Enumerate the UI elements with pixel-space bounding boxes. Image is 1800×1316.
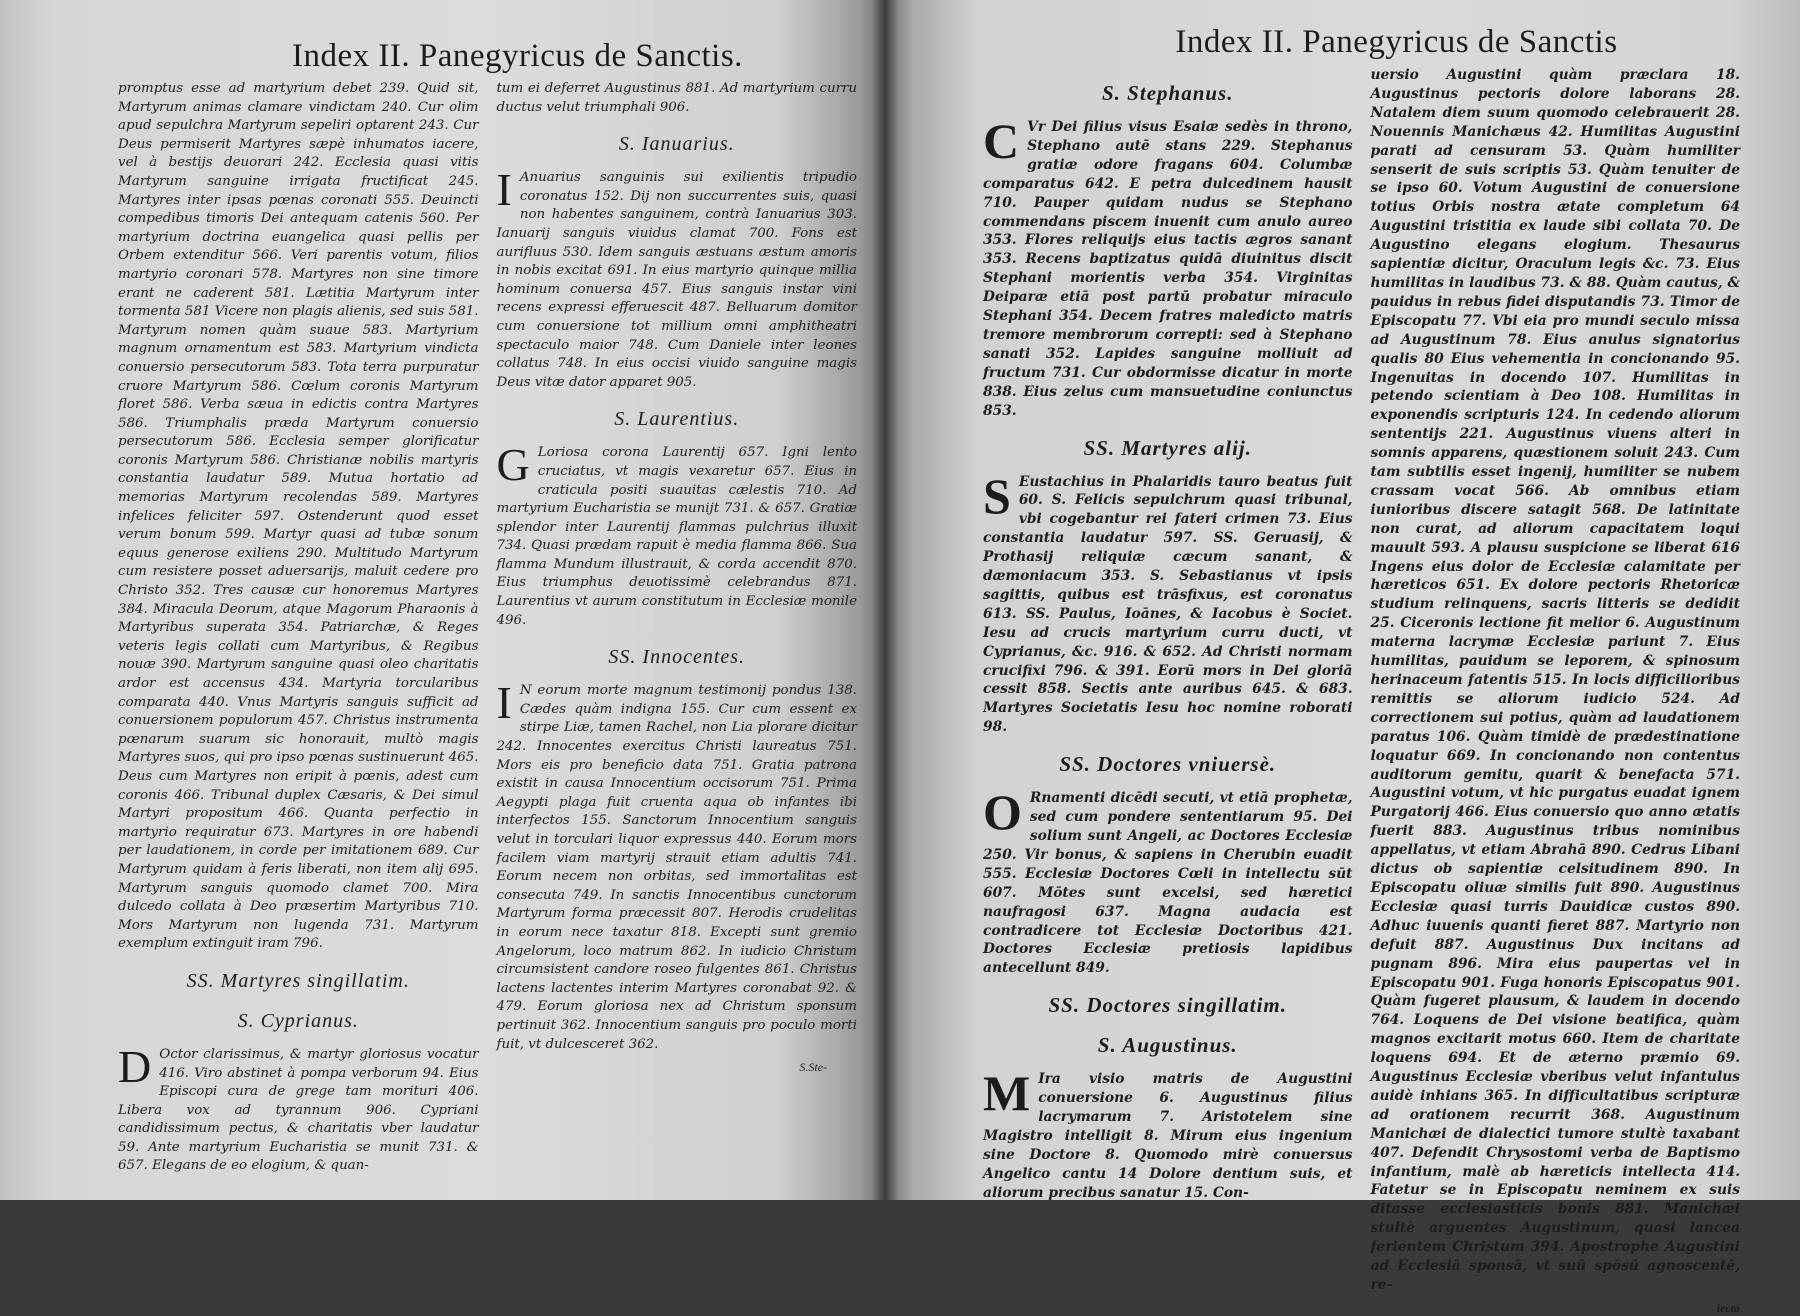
running-head-left: Index II. Panegyricus de Sanctis.	[292, 38, 743, 74]
right-column-1	[983, 66, 1353, 1203]
section-heading-laurentius: S. Laurentius.	[614, 408, 740, 431]
augustinus-entry	[983, 1065, 1353, 1202]
section-heading-doctores-vniuerse: SS. Doctores vniuersè.	[1059, 752, 1277, 777]
augustinus-text: Ira visio matris de Augustini conuersione 6. Augustinus filius lacrymarum 7. Aristotelem sine Magistro intelligit 8. Mirum eius ingenium sine Doctore 8. Quomodo mirè conuersus Angelico cantu 14 Dolore dentium suis, et aliorum precibus sanatur 15. Con-	[983, 1071, 1353, 1201]
section-heading-martyres-alij: SS. Martyres alij.	[1083, 435, 1253, 460]
cyprianus-continuation: tum ei deferret Augustinus 881. Ad martyrium curru ductus velut triumphali 906.	[496, 81, 857, 115]
drop-cap: I	[496, 164, 512, 216]
doctores-text: Rnamenti dicēdi secuti, vt etiā prophetæ, sed cum pondere sententiarum 95. Dei solium sunt Angeli, ac Doctores Ecclesiæ 250. Vir bonus, & sapiens in Cherubin euadit 555. Ecclesiæ Doctores Cœli in intellectu sūt 607. Mōtes sunt excelsi, sed hæretici naufragosi 637. Magna audacia est contradicere tot Ecclesiæ Doctoribus 421. Doctores Ecclesiæ pretiosis lapidibus antecellunt 849.	[983, 790, 1353, 977]
doctores-entry	[983, 784, 1353, 978]
drop-cap: M	[983, 1065, 1031, 1122]
drop-cap: C	[983, 113, 1020, 169]
martyres-alij-entry	[983, 467, 1353, 738]
section-heading-innocentes: SS. Innocentes.	[608, 646, 746, 669]
left-column-1	[118, 80, 479, 1176]
ianuarius-entry	[496, 164, 858, 392]
section-heading-doctores-singillatim: SS. Doctores singillatim.	[1048, 993, 1288, 1018]
innocentes-entry	[496, 677, 858, 1054]
drop-cap: G	[496, 439, 530, 491]
stephanus-text: Vr Dei filius visus Esaiæ sedès in throno, Stephano autē stans 229. Stephanus gratiæ odore fragans 604. Columbæ comparatus 642. E petra dulcedinem hausit 710. Pauper quidam nudus se Stephano commendans piscem inuenit cum anulo aureo 353. Flores reliquijs eius tactis ægros sanant 353. Recens baptizatus quidā diuinitus discit Stephani morientis verba 354. Virginitas Deiparæ etiā post partū probatur miraculo Stephani 354. Decem fratres maledicto matris tremore membrorum correpti: sed à Stephano sanati 352. Lapides sanguine molliuit ad fructum 731. Cur obdormisse dicatur in morte 838. Eius zelus cum mansuetudine coniunctus 853.	[983, 119, 1353, 419]
right-column-2	[1371, 66, 1741, 1316]
catchword-left: S.Ste-	[799, 1060, 827, 1075]
right-page-columns	[983, 66, 1740, 1316]
laurentius-text: Loriosa corona Laurentij 657. Igni lento cruciatus, vt magis vexaretur 657. Eius in craticula positi suauitas cælestis 710. Ad martyrium Eucharistia se munijt 731. & 657. Gratiæ splendor inter Laurentij flammas pulchrius illuxit 734. Quasi prædam rapuit è media flamma 866. Sua flamma Mundum illustrauit, & corda accendit 870. Eius triumphus deuotissimè celebrandus 871. Laurentius vt aurum constitutum in Ecclesiæ monile 496.	[496, 445, 857, 628]
martyres-alij-text: Eustachius in Phalaridis tauro beatus fuit 60. S. Felicis sepulchrum quasi tribunal, vbi cogebantur rei fateri crimen 73. Eius constantia laudatur 597. SS. Geruasij, & Prothasij reliquiæ cæcum sanant, & dæmoniacum 353. S. Sebastianus vt ipsis sagittis, quibus est trāsfixus, est coronatus 613. SS. Paulus, Ioānes, & Iacobus è Societ. Iesu ad crucis martyrium curru ducti, vt Cyprianus, &c. 916. & 652. Ad Christi normam crucifixi 796. & 391. Eorū mors in Dei gloriā cessit 858. Sectis ante auribus 645. & 683. Martyres Societatis Iesu hoc nomine roborati 98.	[983, 473, 1353, 736]
ianuarius-text: Anuarius sanguinis sui exilientis tripudio coronatus 152. Dij non succurrentes suis, quasi non habentes sanguinem, contrà Ianuarius 303. Ianuarij sanguis viuidus clamat 700. Fons est aurifluus 530. Idem sanguis æstuans æstum amoris in nobis excitat 691. In eius martyrio quinque millia hominum conuersa 457. Eius sanguis instar vini recens expressi efferuescit 487. Belluarum domitor cum conuersione tot millium omni amphitheatri spectaculo maior 748. Cum Daniele inter leones collatus 748. In eius occisi viuido sanguine magis Deus vitæ dator apparet 905.	[496, 170, 857, 390]
right-page	[885, 0, 1800, 1315]
drop-cap: S	[983, 467, 1011, 524]
cyprianus-entry	[118, 1040, 479, 1176]
left-page-columns	[118, 80, 857, 1176]
left-column-2	[497, 80, 858, 1075]
drop-cap: I	[496, 677, 512, 729]
section-heading-cyprianus: S. Cyprianus.	[237, 1009, 359, 1032]
section-heading-stephanus: S. Stephanus.	[1102, 81, 1234, 105]
section-heading-augustinus: S. Augustinus.	[1097, 1033, 1238, 1058]
section-heading-martyres-singillatim: SS. Martyres singillatim.	[186, 969, 410, 992]
augustinus-continuation: uersio Augustini quàm præclara 18. Augustinus pectoris dolore laborans 28. Natalem diem suum quomodo celebrauerit 28. Nouennis Manichæus 42. Humilitas Augustini parati ad censuram 53. Quàm humiliter senserit de suis scriptis 53. Quàm tenuiter de se ipso 60. Votum Augustini de conuersione totius Orbis nostra ætate completum 64 Augustini tristitia ex laude sibi collata 70. De Augustino elegans elogium. Thesaurus sapientiæ dicitur, Oraculum legis &c. 73. Eius humilitas in laudibus 73. & 88. Quàm cautus, & pauidus in rebus fidei disputandis 73. Timor de Episcopatu 77. Vbi eia pro mundi seculo missa ad Augustinum 78. Eius anulus signatorius qualis 80 Eius vehementia in concionando 95. Ingenuitas in docendo 107. Humilitas in petendo scientiam à Deo 108. Humilitas in exponendis scripturis 124. In cedendo aliorum sententijs 221. Augustinus viuens alteri in somnis apparens, quæstionem soluit 243. Cum tam subtilis esset ingenij, humiliter se nubem crassam vocat 566. Ab omnibus etiam iunioribus discere satagit 568. De latinitate non curat, ad aliorum capacitatem loqui mauult 593. A plausu suspicione se liberat 616 Ingens eius dolor de Ecclesiæ calamitate per hæreticos 651. Ex dolore pectoris Rhetoricæ studium relinquens, sacris litteris se dedidit 25. Ciceronis lectione fit melior 6. Augustinum materna lacrymæ Ecclesiæ pariunt 7. Eius humilitas, pauidum se leporem, & spinosum herinaceum fatentis 515. In locis difficilioribus remittis se aliorum iudicio 524. Ad correctionem sui potius, quàm ad laudationem paratus 106. Quàm timidè de prædestinatione loquatur 669. In concionando non contentus auditorum gemitu, quarit & benefacta 571. Augustini votum, vt hic purgatus euadat ignem Purgatorij 466. Eius conuersio quo anno ætatis fuerit 883. Augustinus tribus nominibus appellatus, vt etiam Abrahā 890. Cedrus Libani dictus ob sapientiæ celsitudinem 890. In Episcopatu oliuæ similis fuit 890. Augustinus Ecclesiæ quasi turris Dauidicæ custos 890. Adhuc iuuenis quanti fieret 887. Martyrio non defuit 887. Augustinus Dux incitans ad pugnam 896. Mira eius paupertas vel in Episcopatu 901. Fuga honoris Episcopatus 901. Quàm fugeret plausum, & laudem in docendo 764. Loquens de Dei visione beatifica, quàm magnos excitarit motus 660. Item de charitate loquens 694. Et de æterno præmio 69. Augustinus Ecclesiæ vberibus velut infantulus auidè inhians 365. In difficultatibus scripturæ ad orationem recurrit 368. Augustinum Manichæi de dialectici tumore stultè taxabant 407. Defendit Chrysostomi verba de Baptismo infantium, malè ab hæreticis intellecta 414. Fatetur se in Episcopatu neminem ex suis ditasse ecclesiasticis bonis 881. Manichæi stultè arguentes Augustinum, quasi lancea ferientem Christum 394. Apostrophe Augustini ad Ecclesiā sponsā, vt suū spōsū agnoscentē, re-	[1370, 67, 1740, 1293]
running-head-right: Index II. Panegyricus de Sanctis	[1175, 24, 1618, 60]
martyres-general-entries: promptus esse ad martyrium debet 239. Quid sit, Martyrum animas clamare vindictam 240. Cur olim apud sepulchra Martyrum sepeliri optarent 243. Cur Deus permiserit Martyres sæpè inhumatos iacere, vel à bestijs deuorari 242. Ecclesia quasi vitis Martyrum sanguine irrigata fructificat 245. Martyres inter ipsas pœnas coronati 555. Deuincti compedibus timoris Dei antequam catenis 560. Per martyrium doctrina euangelica quasi pellis per Orbem extenditur 566. Veri parentis votum, filios martyrio coronari 578. Martyres non sine timore erant ne caderent 581. Lætitia Martyrum inter tormenta 581 Vicere non plagis alienis, sed suis 581. Martyrum nomen quàm suaue 583. Martyrium magnum ornamentum est 583. Martyrium vindicta conuersio persecutorum 583. Tota terra purpuratur cruore Martyrum 586. Cœlum coronis Martyrum floret 586. Verba sæua in edictis contra Martyres 586. Triumphalis præda Martyrum conuersio persecutorum 586. Ecclesia semper glorificatur coronis Martyrum 586. Christianæ nobilis martyris constantia laudatur 589. Mutua hortatio ad memorias Martyrum recolendas 589. Martyres infelices feliciter 597. Ostenderunt quod esset verum bonum 599. Martyr quasi ad tubæ sonum equus generose exiliens 290. Multitudo Martyrum cum resistere posset aduersarijs, maluit cedere pro Christo 352. Tres causæ cur honoremus Martyres 384. Miracula Deorum, atque Magorum Pharaonis à Martyribus superata 354. Patriarchæ, & Reges veteris legis collati cum Martyribus, & Regibus nouæ 390. Martyrum sanguine quasi oleo charitatis ardor est accensus 434. Martyria torcularibus comparata 440. Vnus Martyris sanguis sufficit ad conuersionem populorum 457. Christus instrumenta pœnarum suarum sic honorauit, multò magis Martyres suos, qui pro ipso pœnas sustinuerunt 465. Deus cum Martyres non eripit à pœnis, adest cum coronis 466. Tribunal duplex Cæsaris, & Dei simul Martyri propositum 466. Quanta perfectio in martyrio requiratur 673. Martyres in ore habendi per laudationem, in corde per imitationem 689. Cur Martyrum quidam à feris liberati, non item alij 695. Martyrum sanguis quomodo clamet 700. Mira dulcedo collata à Deo præsertim Martyribus 710. Mors Martyrum non lugenda 731. Martyrum exemplum extinguit iram 796.	[118, 81, 479, 952]
left-page	[0, 0, 885, 1200]
drop-cap: O	[983, 784, 1022, 841]
drop-cap: D	[118, 1040, 152, 1092]
stephanus-entry	[983, 113, 1353, 421]
innocentes-text: N eorum morte magnum testimonij pondus 138. Cædes quàm indigna 155. Cur cum essent ex stirpe Liæ, tamen Rachel, non Lia plorare dicitur 242. Innocentes exercitus Christi laureatus 751. Mors eis pro beneficio data 751. Gratia patrona existit in causa Innocentium occisorum 751. Prima Aegypti plaga fuit cruenta aqua ob infantes ibi interfectos 155. Sanctorum Innocentium sanguis velut in torculari liquor expressus 440. Eorum mors facilem viam martyrij strauit etiam adultis 741. Eorum necem non orbitas, sed immortalitas est consecuta 749. In sanctis Innocentibus cunctorum Martyrum forma præcessit 807. Herodis crudelitas in eorum nece taxatur 818. Excepti sunt gremio Angelorum, loco matrum 862. In iudicio Christum circumsistent candore roseo fulgentes 861. Christus lactens lactentes interim Martyres coronabat 92. & 479. Eorum gloriosa nex ad Christum sponsum pertinuit 362. Innocentium sanguis pro poculo morti fuit, vt dulcesceret 362.	[496, 683, 857, 1052]
laurentius-entry	[496, 439, 858, 630]
catchword-right: iecta	[1716, 1300, 1740, 1315]
cyprianus-text: Octor clarissimus, & martyr gloriosus vocatur 416. Viro abstinet à pompa verborum 94. Eius Episcopi cura de grege tam morituri 406. Libera vox ad tyrannum 906. Cypriani candidissimum pectus, & charitatis vber laudatur 59. Ante martyrium Eucharistia se munit 731. & 657. Elegans de eo elogium, & quan-	[118, 1046, 479, 1174]
book-gutter	[872, 0, 898, 1200]
section-heading-ianuarius: S. Ianuarius.	[618, 133, 735, 156]
